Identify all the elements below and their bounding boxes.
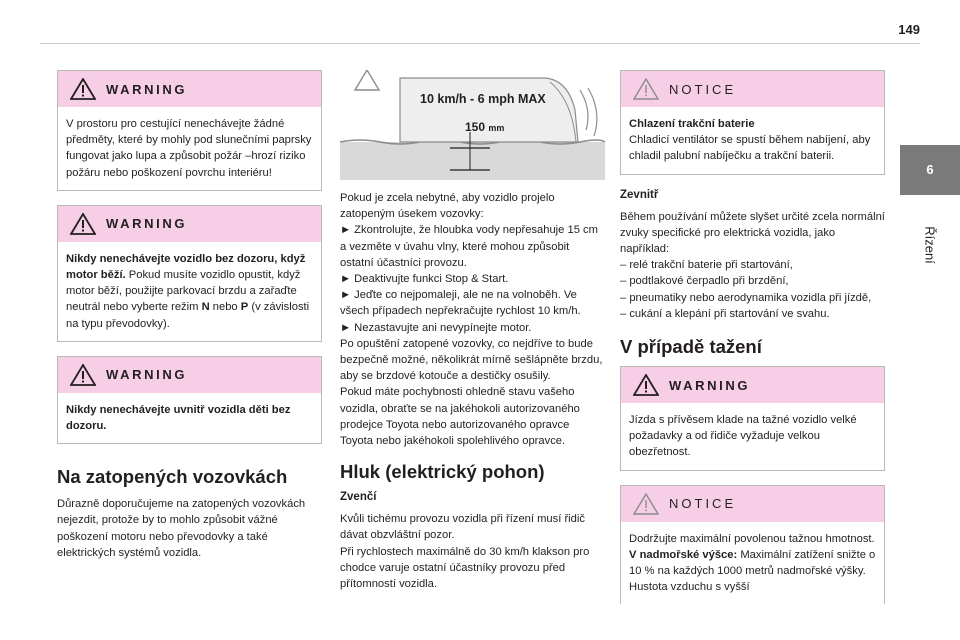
warning-icon [633, 374, 659, 396]
warning-icon [70, 78, 96, 100]
section-heading-noise: Hluk (elektrický pohon) [340, 461, 545, 483]
warning-title: WARNING [106, 367, 188, 383]
warning-text: Nikdy nenechávejte vozidlo bez dozoru, když motor běží. Pokud musíte vozidlo opustit, když motor běží, použijte parkovací brzdu a zařaďte neutrál nebo vyberte režim N nebo P (v závislosti na typu převodovky). [66, 252, 310, 330]
notice-icon [633, 78, 659, 100]
notice-box-battery [620, 70, 885, 175]
notice-text-altitude: V nadmořské výšce: Maximální zatížení snižte o 10 % na každých 1000 metrů nadmořské výšky. Hustota vzduchu s vyšší [629, 548, 876, 594]
header-rule [40, 43, 920, 44]
section-heading-flooded: Na zatopených vozovkách [57, 466, 288, 488]
warning-title: WARNING [106, 216, 188, 232]
speed-limit-label: 10 km/h - 6 mph MAX [420, 92, 546, 106]
warning-text: Nikdy nenechávejte uvnitř vozidla děti bez dozoru. [66, 403, 291, 433]
column-right [620, 70, 885, 618]
notice-text: Dodržujte maximální povolenou tažnou hmotnost. [629, 532, 875, 545]
flood-instructions: Pokud je zcela nebytné, aby vozidlo projelo zatopeným úsekem vozovky: ► Zkontrolujte, že hloubka vody nepřesahuje 15 cm a vezměte v úvahu vlny, které mohou způsobit ostatní účastníci provozu. ► Deaktivujte funkci Stop & Start. ► Jeďte co nejpomaleji, ale ne na volnoběh. Ve všech případech nepřekračujte rychlost 10 km/h. ► Nezastavujte ani nevypínejte motor. Po opuštění zatopené vozovky, co nejdříve to bude bezpečně možné, několikrát mírně sešlápněte brzdu, aby se brzdové kotouče a destičky osušily. Pokud máte pochybnosti ohledně stavu vašeho vozidla, obraťte se na jakéhokoli autorizovaného prodejce Toyota nebo autorizovaného opravce Toyota nebo jakéhokoli spolehlivého opravce. [340, 192, 603, 448]
notice-box-towing [620, 485, 885, 605]
outside-text: Kvůli tichému provozu vozidla při řízení musí řidič dávat obzvláštní pozor. [340, 513, 585, 542]
warning-icon [70, 213, 96, 235]
warning-box-engine [57, 205, 322, 342]
warning-box-sun [57, 70, 322, 191]
chapter-tab[interactable]: 6 [900, 145, 960, 195]
warning-box-towing [620, 366, 885, 471]
chapter-title: Řízení [922, 226, 938, 264]
inside-text: Během používání můžete slyšet určité zcela normální zvuky specifické pro elektrická vozidla, jako například: – relé trakční baterie při startování, – podtlakové čerpadlo při brzdění, – pneumatiky nebo aerodynamika vozidla při jízdě, – cukání a klepání při startování ve svahu. [620, 210, 885, 320]
outside-text: Při rychlostech maximálně do 30 km/h klakson pro chodce varuje ostatní účastníky provozu před přítomností vozidla. [340, 545, 590, 591]
page-number: 149 [898, 22, 920, 37]
depth-label: 150 mm [465, 120, 505, 134]
warning-box-children [57, 356, 322, 444]
flooded-intro-text: Důrazně doporučujeme na zatopených vozovkách nejezdit, protože by to mohlo způsobit vážné poškození motoru nebo převodovky a také elektrických systémů vozidla. [57, 498, 306, 559]
column-middle [340, 70, 605, 592]
section-heading-towing: V případě tažení [620, 336, 762, 358]
notice-title: NOTICE [669, 496, 737, 512]
notice-icon [633, 493, 659, 515]
warning-icon [70, 364, 96, 386]
warning-title: WARNING [669, 377, 751, 393]
flood-illustration [340, 70, 605, 180]
column-left [57, 70, 322, 561]
subheading-inside: Zevnitř [620, 188, 659, 201]
warning-title: WARNING [106, 81, 188, 97]
notice-bold: Chlazení trakční baterie [629, 118, 755, 130]
subheading-outside: Zvenčí [340, 491, 377, 504]
notice-title: NOTICE [669, 81, 737, 97]
warning-text: V prostoru pro cestující nenechávejte žádné předměty, které by mohly pod slunečními paprsky fungovat jako lupa a způsobit požár –hrozí riziko požáru nebo poškození povrchu interiéru! [66, 118, 312, 179]
notice-text: Chladicí ventilátor se spustí během nabíjení, aby chladil palubní nabíječku a trakční baterii. [629, 134, 871, 163]
warning-text: Jízda s přívěsem klade na tažné vozidlo velké požadavky a od řidiče vyžaduje velkou obezřetnost. [629, 414, 857, 459]
